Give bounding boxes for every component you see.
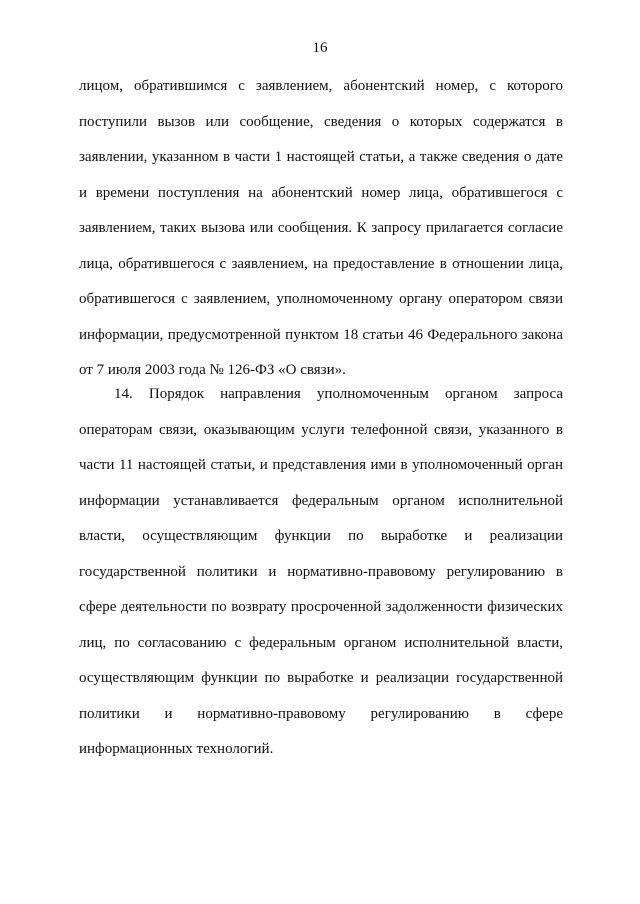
text-line: лиц, по согласованию с федеральным органом исполнительной власти, — [79, 634, 563, 651]
text-line: информации устанавливается федеральным органом исполнительной — [79, 492, 563, 509]
text-line: власти, осуществляющим функции по выработке и реализации — [79, 528, 563, 544]
text-line: информации, предусмотренной пунктом 18 статьи 46 Федерального закона — [79, 326, 563, 343]
text-line: 14. Порядок направления уполномоченным органом запроса — [114, 386, 563, 402]
paragraph-14 — [79, 377, 563, 768]
paragraph-continuation — [79, 69, 563, 389]
text-line: осуществляющим функции по выработке и реализации государственной — [79, 670, 563, 686]
text-line: операторам связи, оказывающим услуги телефонной связи, указанного в — [79, 421, 563, 438]
text-line: поступили вызов или сообщение, сведения о которых содержатся в — [79, 113, 563, 130]
text-line: от 7 июля 2003 года № 126-ФЗ «О связи». — [79, 362, 346, 378]
text-line: и времени поступления на абонентский номер лица, обратившегося с — [79, 184, 563, 201]
text-line: государственной политики и нормативно-правовому регулированию в — [79, 563, 563, 580]
text-line: информационных технологий. — [79, 741, 274, 757]
text-line: части 11 настоящей статьи, и представления ими в уполномоченный орган — [79, 457, 563, 473]
text-line: лицом, обратившимся с заявлением, абонентский номер, с которого — [79, 78, 563, 94]
text-line: обратившегося с заявлением, уполномоченному органу оператором связи — [79, 291, 563, 307]
text-line: сфере деятельности по возврату просроченной задолженности физических — [79, 599, 563, 615]
text-line: заявлением, таких вызова или сообщения. К запросу прилагается согласие — [79, 220, 563, 236]
text-line: политики и нормативно-правовому регулированию в сфере — [79, 705, 563, 722]
text-line: заявлении, указанном в части 1 настоящей статьи, а также сведения о дате — [79, 149, 563, 165]
text-line: лица, обратившегося с заявлением, на предоставление в отношении лица, — [79, 255, 563, 272]
page-number: 16 — [312, 40, 328, 56]
